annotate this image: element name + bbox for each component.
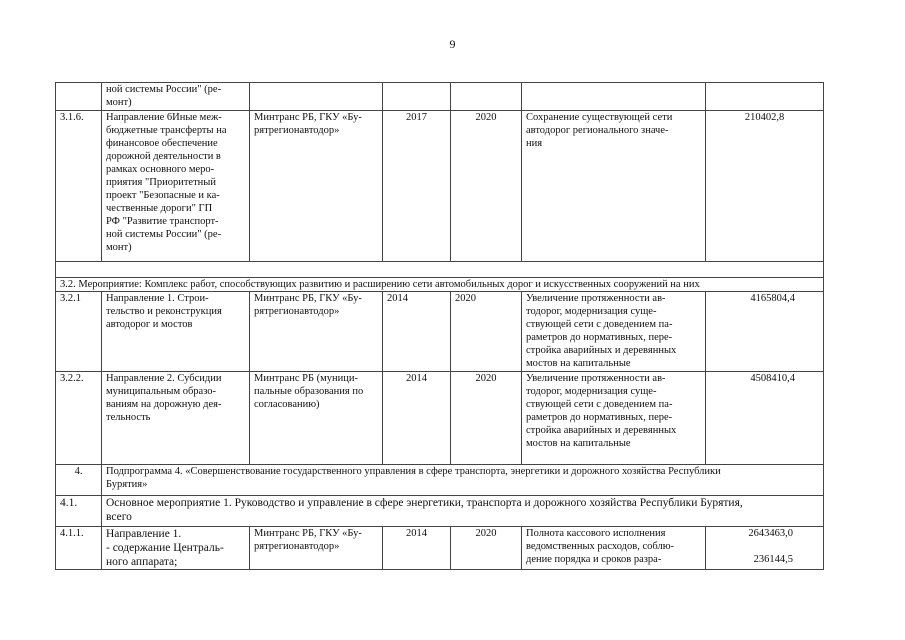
section-row xyxy=(56,278,824,292)
table-row xyxy=(56,111,824,262)
result-cell: Увеличение протяженности ав- тодорог, модернизация суще- ствующей сети с доведением па- раметров до нормативных, пере- стройка аварийных и деревянных мостов на капитальные xyxy=(522,372,706,465)
row-number-cell: 4.1.1. xyxy=(56,527,102,570)
start-year-cell xyxy=(383,83,451,111)
amount-cell xyxy=(706,83,824,111)
start-year-cell: 2014 xyxy=(383,372,451,465)
result-cell: Полнота кассового исполнения ведомственных расходов, соблю- дение порядка и сроков разра- xyxy=(522,527,706,570)
amount-cell: 4165804,4 xyxy=(706,292,824,372)
amount-cell: 210402,8 xyxy=(706,111,824,262)
subprogram-row xyxy=(56,465,824,496)
end-year-cell: 2020 xyxy=(451,527,522,570)
executor-cell: Минтранс РБ, ГКУ «Бу- рятрегионавтодор» xyxy=(250,111,383,262)
executor-cell: Минтранс РБ (муници- пальные образования по согласованию) xyxy=(250,372,383,465)
table-row xyxy=(56,262,824,278)
page-number: 9 xyxy=(449,37,456,51)
start-year-cell: 2014 xyxy=(383,527,451,570)
direction-name-cell: Направление 2. Субсидии муниципальным образо- ваниям на дорожную дея- тельность xyxy=(102,372,250,465)
table-row xyxy=(56,83,824,111)
table-row xyxy=(56,372,824,465)
end-year-cell: 2020 xyxy=(451,111,522,262)
empty-row-cell xyxy=(56,262,824,278)
row-number-cell xyxy=(56,83,102,111)
direction-name-cell: Направление 1. - содержание Централь- ного аппарата; xyxy=(102,527,250,570)
subprogram-title: Подпрограмма 4. «Совершенствование государственного управления в сфере транспорта, энергетики и дорожного хозяйства Республики Бурятия» xyxy=(102,465,824,496)
start-year-cell: 2017 xyxy=(383,111,451,262)
amount-central-apparatus: 236144,5 xyxy=(753,554,793,565)
end-year-cell: 2020 xyxy=(451,292,522,372)
executor-cell xyxy=(250,83,383,111)
result-cell xyxy=(522,83,706,111)
amount-cell: 4508410,4 xyxy=(706,372,824,465)
direction-name-cell: Направление 6Иные меж- бюджетные трансферты на финансовое обеспечение дорожной деятельности в рамках основного меро- приятия "Приоритетный проект "Безопасные и ка- чественные дороги" ГП РФ "Развитие транспорт- ной системы России" (ре- монт) xyxy=(102,111,250,262)
amount-cell xyxy=(706,527,824,570)
row-number-cell: 3.2.2. xyxy=(56,372,102,465)
program-table xyxy=(55,82,824,570)
table-row xyxy=(56,527,824,570)
main-measure-title: Основное мероприятие 1. Руководство и управление в сфере энергетики, транспорта и дорожного хозяйства Республики Бурятия, всего xyxy=(102,496,824,527)
result-cell: Сохранение существующей сети автодорог регионального значе- ния xyxy=(522,111,706,262)
row-number-cell: 4. xyxy=(56,465,102,496)
row-number-cell: 3.1.6. xyxy=(56,111,102,262)
main-measure-row xyxy=(56,496,824,527)
row-number-cell: 4.1. xyxy=(56,496,102,527)
result-cell: Увеличение протяженности ав- тодорог, модернизация суще- ствующей сети с доведением па- раметров до нормативных, пере- стройка аварийных и деревянных мостов на капитальные xyxy=(522,292,706,372)
end-year-cell xyxy=(451,83,522,111)
executor-cell: Минтранс РБ, ГКУ «Бу- рятрегионавтодор» xyxy=(250,292,383,372)
executor-cell: Минтранс РБ, ГКУ «Бу- рятрегионавтодор» xyxy=(250,527,383,570)
direction-name-cell: ной системы России" (ре- монт) xyxy=(102,83,250,111)
direction-name-cell: Направление 1. Строи- тельство и реконструкция автодорог и мостов xyxy=(102,292,250,372)
table-row xyxy=(56,292,824,372)
end-year-cell: 2020 xyxy=(451,372,522,465)
row-number-cell: 3.2.1 xyxy=(56,292,102,372)
amount-total: 2643463,0 xyxy=(748,528,793,539)
start-year-cell: 2014 xyxy=(383,292,451,372)
section-title: 3.2. Мероприятие: Комплекс работ, способствующих развитию и расширению сети автомобильных дорог и искусственных сооружений на них xyxy=(56,278,824,292)
